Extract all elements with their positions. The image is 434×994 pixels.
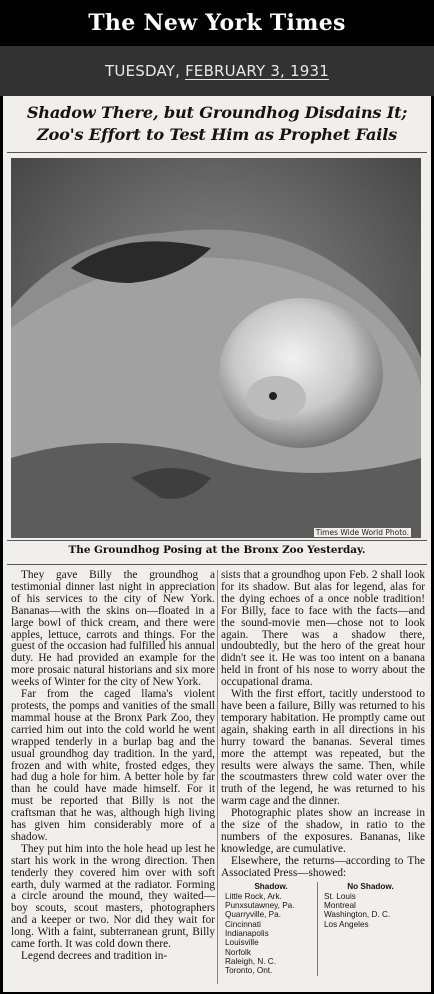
article-paragraph: Far from the caged llama's violent protests, the pomps and vanities of the small mammal house at the Bronx Park Zoo, they carried him out into the cold world he went wrapped tenderly in a burlap bag and the usual groundhog day tradition. In the yard, frozen and with white, frosted edges, they had dug a hole for him. A better hole by far than he could have made himself. For it must be reported that Billy is not the craftsman that he was, although high living has given him considerably more of a shadow. (11, 688, 215, 843)
masthead (0, 0, 434, 46)
article-body (9, 570, 425, 990)
shadow-column (221, 882, 317, 976)
article-paragraph: Legend decrees and tradition in- (21, 950, 168, 962)
groundhog-photo-image (11, 158, 421, 538)
no-shadow-city: Los Angeles (324, 919, 369, 929)
issue-month-day-year: FEBRUARY 3, 1931 (185, 62, 329, 80)
headline-line-2: Zoo's Effort to Test Him as Prophet Fails (36, 125, 398, 144)
issue-date[interactable] (105, 62, 329, 80)
shadow-city: Raleigh, N. C. (225, 956, 276, 966)
article-paragraph: Photographic plates show an increase in the size of the shadow, in ratio to the numbers of the exposures. Bananas, like knowledge, are cumulative. (221, 807, 425, 855)
article-paragraph: With the first effort, tacitly understood to have been a failure, Billy was returned to his temporary habitation. He promptly came out again, shaking earth in all directions in his hurry toward the bananas. Several times more the attempt was repeated, but the results were always the same. Then, while the scoutmasters threw cold water over the truth of the legend, he was returned to his warm cage and the dinner. (221, 688, 425, 808)
no-shadow-header: No Shadow. (347, 881, 394, 891)
groundhog-photo (11, 158, 421, 538)
no-shadow-column (317, 882, 417, 976)
no-shadow-city: Montreal (324, 901, 356, 911)
article-paragraph: They gave Billy the groundhog a testimonial dinner last night in appreciation of his services to the city of New York. Bananas—with the skins on—floated in a large bowl of thick cream, and there were apples, lettuce, carrots and things. For the guest of the occasion had fulfilled his annual duty. He had provided an example for the more prosaic natural historians and six more weeks of Winter for the city of New York. (11, 569, 215, 689)
date-bar (0, 46, 434, 96)
article-column-right (221, 570, 425, 976)
photo-rule (7, 540, 427, 541)
returns-table (221, 882, 425, 976)
shadow-city: Little Rock, Ark. (225, 891, 282, 901)
article-paragraph: sists that a groundhog upon Feb. 2 shall look for its shadow. But alas for legend, alas for the dying echoes of a once noble tradition! For Billy, face to face with the facts—and the sound-movie men—chose not to look again. There was a shadow there, undoubtedly, but the hero of the great hour didn't see it. He was too intent on a banana held in front of his nose to worry about the occupational drama. (221, 569, 425, 689)
issue-weekday: TUESDAY, (105, 62, 181, 80)
article-paragraph: They put him into the hole head up lest he start his work in the wrong direction. Then tenderly they covered him over with soft earth, duly warmed at the radiator. Forming a circle around the mound, they waited—boy scouts, scout masters, photographers and a keeper or two. Nor did they wait for long. With a faint, subterranean grunt, Billy came forth. It was cold down there. (11, 842, 215, 951)
photo-caption: The Groundhog Posing at the Bronx Zoo Yesterday. (68, 544, 366, 556)
headline-rule (7, 152, 427, 153)
no-shadow-city: Washington, D. C. (324, 910, 391, 920)
shadow-city: Louisville (225, 938, 259, 948)
shadow-city: Toronto, Ont. (225, 966, 273, 976)
shadow-city: Indianapolis (225, 929, 269, 939)
newspaper-title: The New York Times (88, 10, 346, 36)
photo-credit: Times Wide World Photo. (315, 528, 409, 537)
article-clipping (3, 96, 431, 992)
headline (7, 102, 427, 146)
shadow-city: Punxsutawney, Pa. (225, 901, 295, 911)
shadow-header: Shadow. (254, 881, 288, 891)
shadow-city: Cincinnati (225, 919, 261, 929)
shadow-city: Quarryville, Pa. (225, 910, 281, 920)
article-paragraph: Elsewhere, the returns—according to The Associated Press—showed: (221, 854, 425, 879)
column-divider (217, 570, 218, 984)
article-column-left (11, 570, 215, 963)
shadow-city: Norfolk (225, 947, 251, 957)
caption-rule (7, 564, 427, 565)
no-shadow-city: St. Louis (324, 891, 356, 901)
headline-line-1: Shadow There, but Groundhog Disdains It; (26, 103, 408, 122)
